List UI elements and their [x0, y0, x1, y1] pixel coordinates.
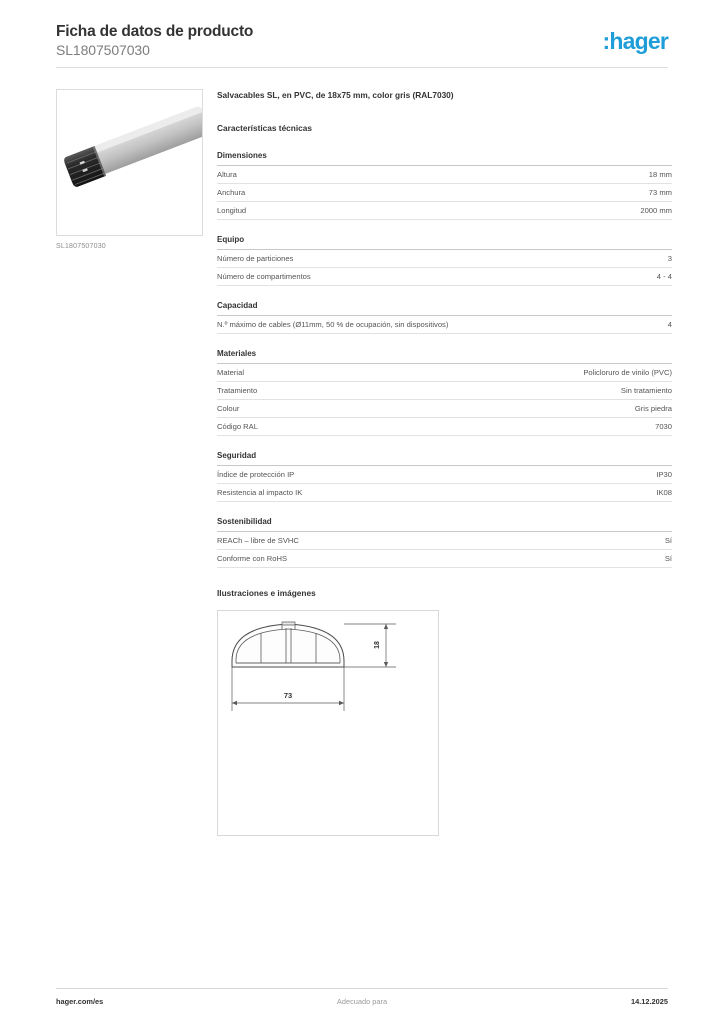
spec-value: 3 — [667, 254, 672, 263]
spec-label: Colour — [217, 404, 240, 413]
spec-label: Índice de protección IP — [217, 470, 295, 479]
spec-group-title: Sostenibilidad — [217, 516, 672, 532]
product-reference: SL1807507030 — [56, 42, 150, 58]
spec-value: IP30 — [656, 470, 672, 479]
spec-value: Sin tratamiento — [620, 386, 672, 395]
header-divider — [56, 67, 668, 68]
spec-label: Altura — [217, 170, 237, 179]
spec-content — [217, 89, 672, 836]
spec-value: Sí — [664, 554, 672, 563]
trunking-photo-graphic — [57, 90, 202, 235]
product-image-caption: SL1807507030 — [56, 243, 106, 250]
table-row — [217, 532, 672, 550]
spec-label: N.º máximo de cables (Ø11mm, 50 % de ocupación, sin dispositivos) — [217, 320, 449, 329]
spec-label: Anchura — [217, 188, 246, 197]
table-row — [217, 250, 672, 268]
spec-group-seguridad — [217, 450, 672, 502]
table-row — [217, 364, 672, 382]
spec-group-title: Dimensiones — [217, 150, 672, 166]
table-row — [217, 550, 672, 568]
table-row — [217, 418, 672, 436]
table-row — [217, 202, 672, 220]
table-row — [217, 484, 672, 502]
technical-characteristics-title: Características técnicas — [217, 123, 313, 133]
footer-center-text: Adecuado para — [336, 997, 388, 1006]
footer-date: 14.12.2025 — [631, 997, 668, 1006]
spec-label: Código RAL — [217, 422, 258, 431]
spec-group-materiales — [217, 348, 672, 436]
spec-label: Conforme con RoHS — [217, 554, 288, 563]
spec-label: Resistencia al impacto IK — [217, 488, 303, 497]
spec-group-title: Materiales — [217, 348, 672, 364]
footer-website[interactable]: hager.com/es — [56, 997, 104, 1006]
spec-group-title: Capacidad — [217, 300, 672, 316]
spec-group-title: Equipo — [217, 234, 672, 250]
spec-label: Número de particiones — [217, 254, 294, 263]
spec-label: REACh – libre de SVHC — [217, 536, 299, 545]
page-footer — [56, 997, 668, 1011]
spec-value: 4 — [667, 320, 672, 329]
table-row — [217, 166, 672, 184]
spec-group-title: Seguridad — [217, 450, 672, 466]
illustration-box — [217, 610, 439, 836]
hager-logo: :hager — [602, 28, 668, 54]
table-row — [217, 184, 672, 202]
spec-value: Sí — [664, 536, 672, 545]
product-description: Salvacables SL, en PVC, de 18x75 mm, color gris (RAL7030) — [217, 90, 454, 100]
spec-value: 2000 mm — [640, 206, 672, 215]
dimension-height-label: 18 — [374, 641, 381, 649]
table-row — [217, 400, 672, 418]
footer-divider — [56, 988, 668, 989]
spec-group-equipo — [217, 234, 672, 286]
spec-label: Longitud — [217, 206, 247, 215]
spec-value: 18 mm — [648, 170, 672, 179]
product-image — [56, 89, 203, 236]
spec-label: Número de compartimentos — [217, 272, 311, 281]
product-figure — [56, 89, 203, 250]
spec-value: 7030 — [655, 422, 672, 431]
table-row — [217, 316, 672, 334]
spec-value: 73 mm — [648, 188, 672, 197]
dimension-width-label: 73 — [283, 691, 293, 700]
spec-label: Tratamiento — [217, 386, 258, 395]
spec-value: 4 - 4 — [656, 272, 672, 281]
cross-section-drawing — [218, 611, 438, 835]
spec-label: Material — [217, 368, 245, 377]
illustrations-title: Ilustraciones e imágenes — [217, 588, 316, 598]
table-row — [217, 382, 672, 400]
page-header — [56, 22, 668, 68]
spec-group-sostenibilidad — [217, 516, 672, 568]
spec-group-dimensiones — [217, 150, 672, 220]
table-row — [217, 268, 672, 286]
spec-value: Policloruro de vinilo (PVC) — [583, 368, 672, 377]
spec-value: Gris piedra — [634, 404, 672, 413]
spec-group-capacidad — [217, 300, 672, 334]
table-row — [217, 466, 672, 484]
spec-value: IK08 — [656, 488, 672, 497]
illustrations-section — [217, 588, 672, 836]
page-title: Ficha de datos de producto — [56, 23, 254, 40]
